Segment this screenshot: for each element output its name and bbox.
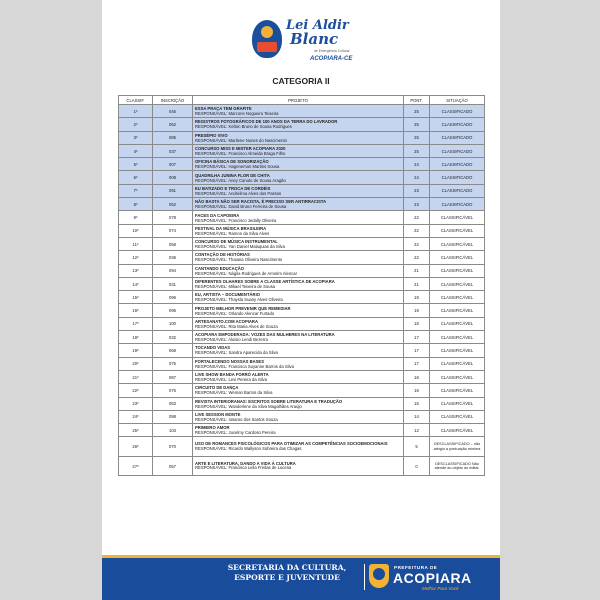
pont-cell: 18 [404,317,430,330]
footer-accent-stripe [102,555,500,558]
projeto-cell [193,384,404,397]
inscricao-cell: 096 [153,291,193,304]
responsavel-line [195,244,403,249]
situacao-cell: DESCLASSIFICADO – não atingiu a pontuação mínima [430,437,485,457]
inscricao-cell: 032 [153,331,193,344]
inscricao-cell: 036 [153,251,193,264]
project-title: FACES DA CAPOEIRA [195,212,240,218]
responsavel-line [195,271,403,276]
table-row [119,437,485,457]
table-row [119,105,485,118]
responsavel-line [195,297,403,302]
situacao-cell: CLASSIFICÁVEL [430,331,485,344]
project-title: ESSA PRAÇA TEM GRAFITE [195,106,252,112]
responsavel-line [195,284,403,289]
situacao-cell: CLASSIFICÁVEL [430,251,485,264]
table-row [119,131,485,144]
projeto-cell [193,158,404,171]
table-row [119,424,485,437]
inscricao-cell: 098 [153,410,193,423]
table-row [119,410,485,423]
pont-cell: 22 [404,237,430,250]
responsavel-name: Kelton Bruno de Sousa Rodrigues [228,124,292,130]
pont-cell: 5 [404,437,430,457]
inscricao-cell: 091 [153,184,193,197]
responsavel-label: RESPONSÁVEL: [195,204,228,210]
pont-cell: 19 [404,304,430,317]
classif-cell: 5º [119,158,153,171]
table-row [119,370,485,383]
inscricao-cell: 046 [153,105,193,118]
secretaria-line2: ESPORTE E JUVENTUDE [234,573,340,582]
projeto-cell [193,357,404,370]
table-row [119,224,485,237]
responsavel-label: RESPONSÁVEL: [195,111,228,117]
project-title: FESTIVAL DA MÚSICA BRASILEIRA [195,225,267,231]
inscricao-cell: 078 [153,211,193,224]
col-pont: PONT. [404,96,430,105]
situacao-cell: CLASSIFICÁVEL [430,357,485,370]
responsavel-label: RESPONSÁVEL: [195,323,228,329]
inscricao-cell: 070 [153,437,193,457]
responsavel-line [195,447,403,452]
projeto-cell [193,198,404,211]
pont-cell: 22 [404,224,430,237]
col-situacao: SITUAÇÃO [430,96,485,105]
responsavel-label: RESPONSÁVEL: [195,164,228,170]
project-title: EU BATIZADO E TROCA DE CORDÉIS [195,185,271,191]
prefeitura-city: ACOPIARA [393,570,472,586]
situacao-cell: CLASSIFICÁVEL [430,397,485,410]
category-title: CATEGORIA II [272,76,330,86]
situacao-cell: CLASSIFICADO [430,118,485,131]
classif-cell: 26º [119,437,153,457]
classif-cell: 1º [119,105,153,118]
table-row [119,304,485,317]
classif-cell: 2º [119,118,153,131]
logo-city: ACOPIARA-CE [310,56,353,62]
project-title: TOCANDO VIDAS [195,345,231,351]
responsavel-name: Hagenemon Martins Sousa [228,164,280,170]
responsavel-label: RESPONSÁVEL: [195,350,228,356]
inscricao-cell: 100 [153,317,193,330]
classif-cell: 8º [119,198,153,211]
projeto-cell [193,437,404,457]
responsavel-line [195,466,403,471]
projeto-cell [193,397,404,410]
responsavel-label: RESPONSÁVEL: [195,177,228,183]
pont-cell: 16 [404,384,430,397]
table-header-row [119,96,485,105]
responsavel-label: RESPONSÁVEL: [195,151,228,157]
responsavel-name: Mikael Teixeira de Sousa [228,284,276,289]
responsavel-line [195,324,403,329]
responsavel-name: Marcone Nogueira Teixeira [228,111,279,117]
inscricao-cell: 053 [153,397,193,410]
project-title: CIRCUITO DE DANÇA [195,385,239,391]
situacao-cell: CLASSIFICADO [430,171,485,184]
responsavel-name: Weman Barros da Silva [228,390,273,396]
col-projeto: PROJETO [193,96,404,105]
responsavel-line [195,151,403,156]
classif-cell: 20º [119,357,153,370]
projeto-cell [193,264,404,277]
pont-cell: 21 [404,264,430,277]
projeto-cell [193,344,404,357]
inscricao-cell: 074 [153,224,193,237]
responsavel-name: Thaiana Oliveira Nascimento [228,257,283,263]
situacao-cell: CLASSIFICÁVEL [430,291,485,304]
project-title: EU, ARTISTA – DOCUMENTÁRIO [195,292,260,298]
responsavel-label: RESPONSÁVEL: [195,230,228,236]
pont-cell: 23 [404,198,430,211]
projeto-cell [193,224,404,237]
project-title: ARTESANATO.COM ACOPIARA [195,318,258,324]
responsavel-label: RESPONSÁVEL: [195,217,228,223]
table-row [119,331,485,344]
classif-cell: 25º [119,424,153,437]
responsavel-label: RESPONSÁVEL: [195,190,228,196]
table-row [119,251,485,264]
table-row [119,158,485,171]
pont-cell: 25 [404,118,430,131]
responsavel-name: Nágila Rodrigues de Amorim Alencar [228,270,297,276]
project-title: REVISTA INTERIORANAS: ESCRITOS SOBRE LITERATURA E TRADUÇÃO [195,398,343,404]
project-title: OFICINA BÁSICA DE SONORIZAÇÃO [195,159,269,165]
responsavel-line [195,164,403,169]
responsavel-name: Ricardo Wallyson Sobreira das Chagas [228,445,302,451]
pont-cell: 21 [404,277,430,290]
classif-cell: 6º [119,171,153,184]
pont-cell: 24 [404,171,430,184]
project-title: FORTALECENDO NOSSAS BASES [195,358,265,364]
classif-cell: 3º [119,131,153,144]
classif-cell: 21º [119,370,153,383]
classif-cell: 10º [119,224,153,237]
table-row [119,456,485,476]
pont-cell: 25 [404,131,430,144]
projeto-cell [193,118,404,131]
classif-cell: 24º [119,410,153,423]
inscricao-cell: 031 [153,277,193,290]
situacao-cell: CLASSIFICÁVEL [430,410,485,423]
table-body [119,105,485,476]
responsavel-line [195,218,403,223]
projeto-cell [193,211,404,224]
classif-cell: 16º [119,304,153,317]
responsavel-line [195,337,403,342]
project-title: CONCURSO DE MÚSICA INSTRUMENTAL [195,239,278,245]
responsavel-label: RESPONSÁVEL: [195,416,228,422]
responsavel-name: Sandra Aparecida da Silva [228,350,278,356]
pont-cell: 15 [404,397,430,410]
responsavel-label: RESPONSÁVEL: [195,403,228,409]
footer-banner [102,555,500,600]
table-row [119,198,485,211]
table-row [119,384,485,397]
project-title: CONTAÇÃO DE HISTÓRIAS [195,252,250,258]
project-title: ACOPIARA EMPODERADA: VOZES DAS MULHERES NA LITERATURA [195,332,335,338]
inscricao-cell: 058 [153,237,193,250]
classif-cell: 9º [119,211,153,224]
table-row [119,344,485,357]
logo-title-line2: Blanc [290,30,339,48]
situacao-cell: CLASSIFICÁVEL [430,224,485,237]
responsavel-line [195,138,403,143]
classif-cell: 18º [119,331,153,344]
table-row [119,264,485,277]
responsavel-label: RESPONSÁVEL: [195,270,228,276]
classif-cell: 11º [119,237,153,250]
situacao-cell: CLASSIFICÁVEL [430,277,485,290]
responsavel-name: Francisca Leila Freitas de Lucena [228,465,292,471]
responsavel-line [195,111,403,116]
inscricao-cell: 094 [153,264,193,277]
results-table [118,95,485,476]
project-title: LIVE SESSION MONTE [195,411,241,417]
pont-cell: 25 [404,144,430,157]
responsavel-name: Aney Canuto de Sousa Aragão [228,177,286,183]
responsavel-line [195,231,403,236]
project-title: DIFERENTES OLHARES SOBRE A CLASSE ARTÍSTICA DE ACOPIARA [195,279,335,284]
book-icon [257,42,277,52]
projeto-cell [193,331,404,344]
classif-cell: 17º [119,317,153,330]
col-inscricao: INSCRIÇÃO [153,96,193,105]
table-row [119,237,485,250]
logo-badge-icon [252,20,282,58]
pont-cell: 17 [404,344,430,357]
responsavel-name: Ramon da Silva Alves [228,230,270,236]
inscricao-cell: 095 [153,304,193,317]
projeto-cell [193,171,404,184]
situacao-cell: CLASSIFICADO [430,144,485,157]
table-row [119,211,485,224]
responsavel-line [195,430,403,435]
col-classif: CLASSIF. [119,96,153,105]
projeto-cell [193,251,404,264]
table-row [119,171,485,184]
responsavel-name: Thaysla Suany Alves Oliveira [228,297,283,303]
pont-cell: 16 [404,370,430,383]
responsavel-line [195,417,403,422]
classif-cell: 7º [119,184,153,197]
responsavel-label: RESPONSÁVEL: [195,257,228,263]
situacao-cell: CLASSIFICÁVEL [430,317,485,330]
responsavel-name: Iosaroo dos Santos Souza [228,416,278,422]
city-crest-icon [369,564,389,588]
inscricao-cell: 037 [153,144,193,157]
projeto-cell [193,291,404,304]
inscricao-cell: 062 [153,118,193,131]
responsavel-line [195,257,403,262]
classif-cell: 27º [119,456,153,476]
responsavel-name: David Bruno Ferreira de Sousa [228,204,287,210]
table-row [119,317,485,330]
inscricao-cell: 103 [153,424,193,437]
responsavel-name: Yan Daniel Malaquias da Silva [228,244,285,250]
situacao-cell: CLASSIFICÁVEL [430,384,485,397]
situacao-cell: CLASSIFICÁVEL [430,237,485,250]
footer-divider [364,564,365,590]
projeto-cell [193,304,404,317]
inscricao-cell: 052 [153,198,193,211]
pont-cell: 17 [404,331,430,344]
responsavel-line [195,364,403,369]
projeto-cell [193,410,404,423]
table-row [119,397,485,410]
projeto-cell [193,105,404,118]
secretaria-name [222,563,352,583]
projeto-cell [193,317,404,330]
responsavel-name: Aluisio Lendi Bezerra [228,337,268,343]
projeto-cell [193,277,404,290]
pont-cell: 19 [404,291,430,304]
responsavel-line [195,204,403,209]
responsavel-label: RESPONSÁVEL: [195,465,228,471]
situacao-cell: CLASSIFICADO [430,158,485,171]
responsavel-name: Rita Maria Alves de Souza [228,323,278,329]
project-title: USO DE ROMANCES PSICOLÓGICOS PARA OTIMIZAR AS COMPETÊNCIAS SOCIOEMOCIONAIS [195,441,388,447]
table-row [119,144,485,157]
project-title: LIVE SHOW BANDA FORRÓ ALERTA [195,372,269,378]
responsavel-label: RESPONSÁVEL: [195,390,228,396]
projeto-cell [193,456,404,476]
responsavel-line [195,390,403,395]
project-title: PROJETO MELHOR PREVENIR QUE REMEDIAR [195,305,291,311]
situacao-cell: CLASSIFICADO [430,131,485,144]
responsavel-label: RESPONSÁVEL: [195,363,228,369]
responsavel-name: Francisco Jedally Oliveira [228,217,277,223]
inscricao-cell: 007 [153,158,193,171]
responsavel-label: RESPONSÁVEL: [195,430,228,436]
table-row [119,118,485,131]
situacao-cell: CLASSIFICÁVEL [430,211,485,224]
situacao-cell: DESCLASSIFICADO Não atende ao objeto do edital. [430,456,485,476]
responsavel-name: Orlando Alencar Furtado [228,310,275,316]
pont-cell: 22 [404,211,430,224]
table-row [119,291,485,304]
situacao-cell: CLASSIFICADO [430,184,485,197]
project-title: CONCURSO MISS E MISTER ACOPIARA 2020 [195,146,286,152]
projeto-cell [193,424,404,437]
projeto-cell [193,370,404,383]
responsavel-label: RESPONSÁVEL: [195,310,228,316]
responsavel-name: Marilene Nunes do Nascimento [228,137,287,143]
situacao-cell: CLASSIFICÁVEL [430,344,485,357]
responsavel-name: Levi Pereira da Silva [228,377,267,383]
responsavel-label: RESPONSÁVEL: [195,377,228,383]
classif-cell: 19º [119,344,153,357]
responsavel-name: Jucelmy Cardoso Pereira [228,430,276,436]
responsavel-label: RESPONSÁVEL: [195,284,228,289]
project-title: NÃO BASTA NÃO SER RACISTA, É PRECISO SER ANTIRRACISTA [195,199,327,205]
pont-cell: 24 [404,158,430,171]
situacao-cell: CLASSIFICÁVEL [430,424,485,437]
project-title: PRIMEIRO AMOR [195,425,230,431]
secretaria-line1: SECRETARIA DA CULTURA, [227,563,347,572]
classif-cell: 4º [119,144,153,157]
projeto-cell [193,131,404,144]
inscricao-cell: 057 [153,456,193,476]
situacao-cell: CLASSIFICADO [430,105,485,118]
project-title: ARTE E LITERATURA, DANDO A VIDA À CULTURA [195,460,296,466]
pont-cell: 17 [404,357,430,370]
situacao-cell: CLASSIFICADO [430,198,485,211]
responsavel-name: Andreilma Alves dos Passos [228,190,282,196]
responsavel-line [195,377,403,382]
responsavel-line [195,311,403,316]
table-row [119,357,485,370]
logo-subtitle: de Emergência Cultural [314,49,350,53]
project-title: REGISTROS FOTOGRÁFICOS DE 100 ANOS DA TERRA DO LAVRADOR [195,119,338,125]
inscricao-cell: 068 [153,344,193,357]
responsavel-label: RESPONSÁVEL: [195,137,228,143]
classif-cell: 22º [119,384,153,397]
inscricao-cell: 008 [153,171,193,184]
responsavel-name: Francisca Suyanne Barros da Silva [228,363,294,369]
inscricao-cell: 085 [153,131,193,144]
pont-cell: 23 [404,184,430,197]
responsavel-label: RESPONSÁVEL: [195,297,228,303]
inscricao-cell: 087 [153,370,193,383]
responsavel-line [195,350,403,355]
pont-cell: 0 [404,456,430,476]
situacao-cell: CLASSIFICÁVEL [430,304,485,317]
responsavel-label: RESPONSÁVEL: [195,337,228,343]
classif-cell: 23º [119,397,153,410]
project-title: QUADRILHA JUNINA FLOR DE CHITA [195,172,270,178]
projeto-cell [193,144,404,157]
pont-cell: 25 [404,105,430,118]
responsavel-label: RESPONSÁVEL: [195,244,228,250]
responsavel-name: Francisco Almeida Braga Filho [228,151,286,157]
pont-cell: 14 [404,410,430,423]
document-page [102,0,500,600]
projeto-cell [193,237,404,250]
inscricao-cell: 076 [153,384,193,397]
responsavel-name: Wanderlene da Silva Magalhães Araújo [228,403,302,409]
table-row [119,277,485,290]
inscricao-cell: 075 [153,357,193,370]
pont-cell: 12 [404,424,430,437]
projeto-cell [193,184,404,197]
situacao-cell: CLASSIFICÁVEL [430,370,485,383]
prefeitura-slogan: Melhor Para Você [422,586,459,591]
responsavel-label: RESPONSÁVEL: [195,124,228,130]
project-title: CANTANDO EDUCAÇÃO [195,265,245,271]
classif-cell: 15º [119,291,153,304]
classif-cell: 14º [119,277,153,290]
responsavel-line [195,124,403,129]
responsavel-line [195,191,403,196]
situacao-cell: CLASSIFICÁVEL [430,264,485,277]
table-row [119,184,485,197]
prefeitura-label: PREFEITURA DE [394,565,438,570]
classif-cell: 13º [119,264,153,277]
pont-cell: 22 [404,251,430,264]
classif-cell: 12º [119,251,153,264]
responsavel-line [195,404,403,409]
responsavel-line [195,178,403,183]
lei-aldir-blanc-logo [252,16,392,68]
responsavel-label: RESPONSÁVEL: [195,445,228,451]
logo-title-line1: Lei Aldir [286,18,349,33]
project-title: PRESÉPIO VIVO [195,132,228,138]
